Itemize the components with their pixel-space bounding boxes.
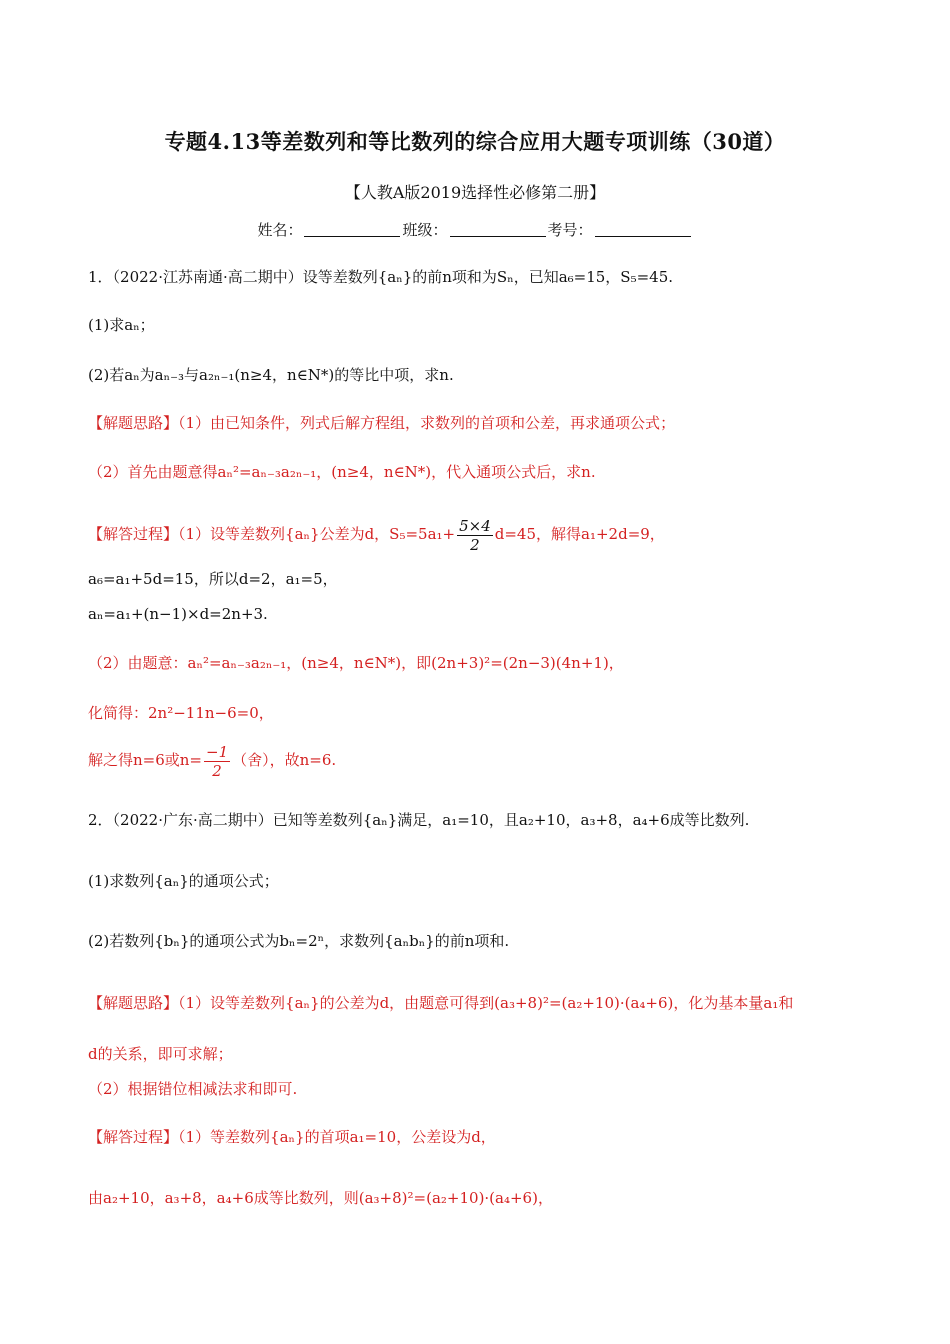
q1-frac2-den: 2 [212,761,222,780]
q2-idea-line1 [88,992,868,1014]
q1-proc-line2: a₆=a₁+5d=15，所以d=2，a₁=5， [88,570,338,588]
q1-frac1-num: 5×4 [459,516,491,535]
q1-idea-line2: （2）首先由题意得aₙ²=aₙ₋₃a₂ₙ₋₁，(n≥4，n∈N*)，代入通项公式后，求n. [88,463,596,481]
q2-proc1-text: （1）等差数列{aₙ}的首项a₁=10，公差设为d， [178,1128,496,1146]
q1-proc-line5: 化简得：2n²−11n−6=0， [88,704,274,722]
class-blank[interactable] [450,222,546,237]
q1-idea-tag: 【解题思路】 [88,414,179,432]
q1-proc-line3: aₙ=a₁+(n−1)×d=2n+3. [88,605,268,623]
q2-idea1-text: （1）设等差数列{aₙ}的公差为d，由题意可得到(a₃+8)²=(a₂+10)·(a₄+6)，化为基本量a₁和 [178,994,794,1012]
q2-idea-tag: 【解题思路】 [88,994,179,1012]
q2-part2: (2)若数列{bₙ}的通项公式为bₙ=2ⁿ，求数列{aₙbₙ}的前n项和. [88,932,510,950]
page-title: 专题4.13等差数列和等比数列的综合应用大题专项训练（30道） [164,129,786,154]
q1-part1: (1)求aₙ； [88,316,155,334]
name-label: 姓名： [257,221,303,239]
q1-proc1-tail: d=45，解得a₁+2d=9， [494,525,665,543]
q2-stem: 2．（2022·广东·高二期中）已知等差数列{aₙ}满足，a₁=10，且a₂+10，a₃+8，a₄+6成等比数列. [88,811,750,829]
q1-proc-line6 [88,740,868,780]
q1-proc-line4: （2）由题意：aₙ²=aₙ₋₃a₂ₙ₋₁，(n≥4，n∈N*)，即(2n+3)²=(2n−3)(4n+1)， [88,654,624,672]
exam-label: 考号： [547,221,593,239]
q2-proc-line2: 由a₂+10，a₃+8，a₄+6成等比数列，则(a₃+8)²=(a₂+10)·(a₄+6)， [88,1189,553,1207]
q1-proc6-text: 解之得n=6或n= [88,751,203,769]
q1-part2: (2)若aₙ为aₙ₋₃与a₂ₙ₋₁(n≥4，n∈N*)的等比中项，求n. [88,366,454,384]
q1-proc-tag: 【解答过程】 [88,525,179,543]
q1-proc1-text: （1）设等差数列{aₙ}公差为d，S₅=5a₁+ [178,525,456,543]
q2-part1: (1)求数列{aₙ}的通项公式； [88,872,279,890]
q1-proc-line1 [88,514,868,554]
name-blank[interactable] [304,222,400,237]
class-label: 班级： [402,221,448,239]
q2-proc-tag: 【解答过程】 [88,1128,179,1146]
q1-fraction-1 [457,517,493,554]
q1-stem: 1．（2022·江苏南通·高二期中）设等差数列{aₙ}的前n项和为Sₙ，已知a₆=15，S₅=45. [88,268,674,286]
q1-idea1-text: （1）由已知条件，列式后解方程组，求数列的首项和公差，再求通项公式； [178,414,676,432]
exam-blank[interactable] [595,222,691,237]
page-subtitle: 【人教A版2019选择性必修第二册】 [344,183,606,202]
q1-idea-line1 [88,412,868,434]
q1-frac2-num: −1 [206,742,229,761]
q1-proc6-tail: （舍），故n=6. [232,751,337,769]
q2-idea-line2: （2）根据错位相减法求和即可. [88,1080,298,1098]
student-info-line [0,219,950,240]
q1-frac1-den: 2 [470,535,480,554]
q2-proc-line1 [88,1126,868,1148]
q1-fraction-2 [204,743,230,780]
q2-idea-line1b: d的关系，即可求解； [88,1045,233,1063]
